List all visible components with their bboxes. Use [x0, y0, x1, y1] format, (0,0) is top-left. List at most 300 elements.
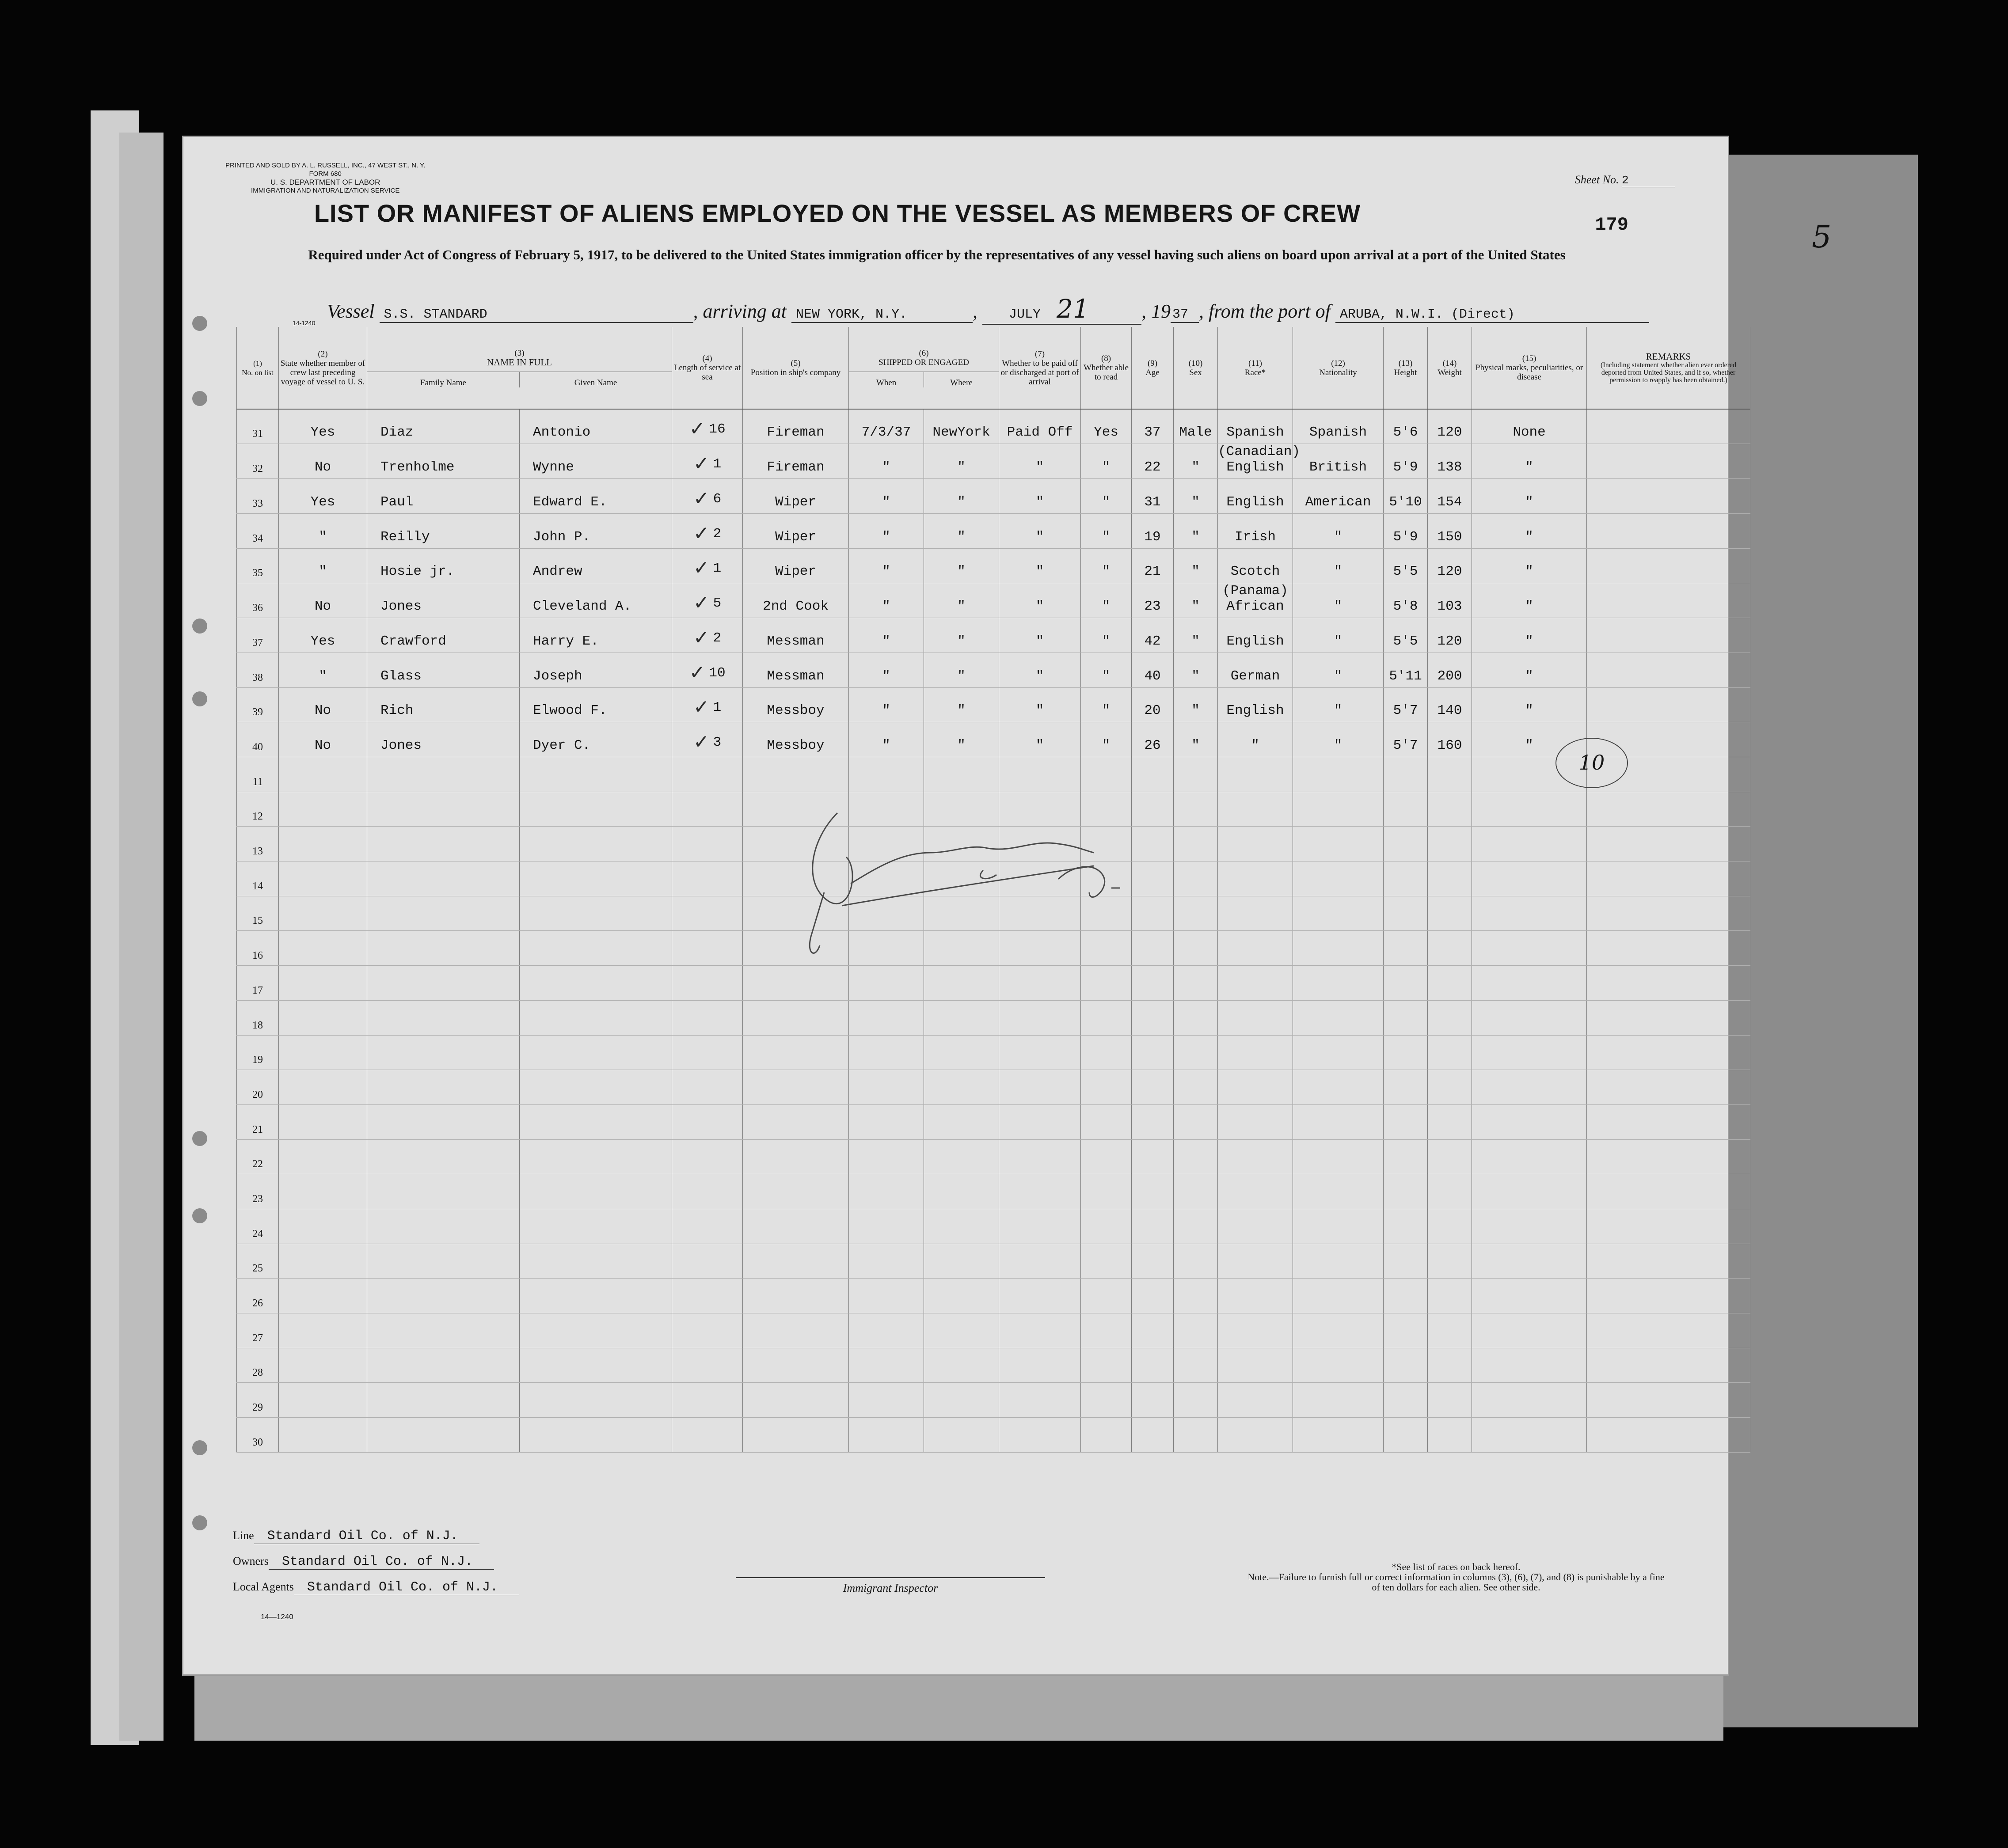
cell-empty: [1293, 1174, 1384, 1209]
cell-empty: [279, 1244, 367, 1279]
cell-empty: [924, 1035, 999, 1070]
cell-given-name: Edward E.: [520, 479, 672, 514]
inspector-signature: [784, 804, 1147, 972]
cell-physical-marks: ": [1472, 479, 1587, 514]
cell-empty: [367, 1418, 520, 1453]
page-stamp-number: 179: [1595, 214, 1628, 235]
cell-height: 5'8: [1384, 583, 1428, 618]
cell-length-of-service: ✓ 10: [672, 653, 743, 687]
cell-empty: [999, 1313, 1081, 1348]
cell-remarks: [1587, 653, 1750, 687]
cell-empty: [924, 1383, 999, 1418]
cell-empty: [924, 1279, 999, 1313]
cell-empty: [1174, 1418, 1218, 1453]
cell-remarks: [1587, 409, 1750, 444]
cell-row-number: 30: [237, 1418, 279, 1453]
cell-empty: [520, 966, 672, 1001]
cell-empty: [1174, 757, 1218, 792]
footer-local-agents: Local Agents Standard Oil Co. of N.J.: [233, 1580, 519, 1595]
cell-empty: [924, 1104, 999, 1139]
cell-empty: [279, 1418, 367, 1453]
cell-empty: [520, 1000, 672, 1035]
cell-empty: [1472, 931, 1587, 966]
col-paid-off: (7) Whether to be paid off or discharged at port of arrival: [999, 327, 1081, 409]
cell-empty: [743, 1418, 849, 1453]
cell-empty: [1384, 861, 1428, 896]
cell-shipped-when: ": [849, 548, 924, 583]
cell-empty: [1384, 827, 1428, 861]
cell-empty: [520, 1070, 672, 1105]
cell-empty: [849, 1313, 924, 1348]
cell-age: 26: [1132, 722, 1174, 757]
punch-hole: [192, 1515, 207, 1530]
line-value: Standard Oil Co. of N.J.: [254, 1529, 479, 1544]
cell-empty: [743, 1035, 849, 1070]
cell-empty: [1293, 1279, 1384, 1313]
cell-empty: [849, 1104, 924, 1139]
cell-empty: [1081, 1035, 1132, 1070]
cell-empty: [1384, 1139, 1428, 1174]
cell-shipped-when: ": [849, 653, 924, 687]
cell-empty: [520, 1104, 672, 1139]
cell-empty: [1384, 1035, 1428, 1070]
cell-paid-off: ": [999, 548, 1081, 583]
cell-paid-off: ": [999, 444, 1081, 479]
cell-empty: [1081, 1104, 1132, 1139]
cell-empty: [1218, 966, 1293, 1001]
table-row-empty: [237, 1313, 1750, 1348]
cell-length-of-service: ✓ 16: [672, 409, 743, 444]
cell-empty: [849, 1244, 924, 1279]
cell-row-number: 22: [237, 1139, 279, 1174]
check-mark-icon: ✓: [689, 661, 706, 684]
cell-empty: [367, 1244, 520, 1279]
cell-nationality: American: [1293, 479, 1384, 514]
check-mark-icon: ✓: [693, 626, 710, 649]
cell-empty: [1472, 1348, 1587, 1383]
cell-empty: [1132, 1104, 1174, 1139]
cell-empty: [924, 757, 999, 792]
cell-empty: [520, 1348, 672, 1383]
cell-empty: [1174, 1348, 1218, 1383]
cell-empty: [367, 1174, 520, 1209]
cell-empty: [1174, 966, 1218, 1001]
check-mark-icon: ✓: [693, 452, 710, 475]
cell-empty: [367, 1104, 520, 1139]
cell-empty: [1081, 1000, 1132, 1035]
cell-empty: [520, 1174, 672, 1209]
cell-remarks: [1587, 548, 1750, 583]
cell-nationality: ": [1293, 583, 1384, 618]
cell-family-name: Paul: [367, 479, 520, 514]
cell-shipped-where: ": [924, 548, 999, 583]
cell-empty: [279, 1279, 367, 1313]
cell-empty: [999, 1035, 1081, 1070]
cell-empty: [743, 1383, 849, 1418]
cell-empty: [1587, 1000, 1750, 1035]
cell-given-name: Cleveland A.: [520, 583, 672, 618]
cell-empty: [743, 1348, 849, 1383]
cell-row-number: 28: [237, 1348, 279, 1383]
cell-empty: [1384, 1209, 1428, 1244]
cell-empty: [1428, 1383, 1472, 1418]
cell-position: Messman: [743, 653, 849, 687]
table-row-empty: [237, 1139, 1750, 1174]
col-physical-marks: (15) Physical marks, peculiarities, or disease: [1472, 327, 1587, 409]
cell-row-number: 33: [237, 479, 279, 514]
cell-empty: [672, 1104, 743, 1139]
cell-row-number: 17: [237, 966, 279, 1001]
cell-empty: [279, 966, 367, 1001]
cell-empty: [999, 1104, 1081, 1139]
cell-empty: [520, 1383, 672, 1418]
cell-age: 19: [1132, 513, 1174, 548]
footer-line: Line Standard Oil Co. of N.J.: [233, 1529, 479, 1544]
cell-empty: [849, 1418, 924, 1453]
cell-shipped-where: ": [924, 653, 999, 687]
cell-empty: [999, 1139, 1081, 1174]
cell-empty: [743, 1104, 849, 1139]
cell-empty: [1293, 896, 1384, 931]
cell-empty: [849, 1139, 924, 1174]
cell-empty: [1218, 1000, 1293, 1035]
cell-weight: 140: [1428, 687, 1472, 722]
cell-length-of-service: ✓ 1: [672, 548, 743, 583]
cell-empty: [1218, 1279, 1293, 1313]
cell-empty: [1081, 1279, 1132, 1313]
cell-empty: [1428, 1209, 1472, 1244]
cell-physical-marks: ": [1472, 653, 1587, 687]
col-name-in-full: (3) NAME IN FULL Family Name Given Name: [367, 327, 672, 409]
cell-empty: [1587, 827, 1750, 861]
table-row-empty: [237, 1209, 1750, 1244]
cell-empty: [1174, 1209, 1218, 1244]
cell-empty: [1132, 1279, 1174, 1313]
cell-position: Fireman: [743, 444, 849, 479]
document-subtitle: Required under Act of Congress of February 5, 1917, to be delivered to the United States immigration officer by the representatives of any vessel having such aliens on board upon arrival at a port of the United States: [308, 247, 1566, 262]
cell-empty: [1293, 792, 1384, 827]
manifest-sheet: [183, 137, 1737, 1674]
cell-empty: [1174, 1174, 1218, 1209]
cell-empty: [520, 1035, 672, 1070]
cell-weight: 200: [1428, 653, 1472, 687]
underlying-page-edge: [119, 133, 164, 1741]
cell-empty: [1472, 1035, 1587, 1070]
cell-empty: [999, 757, 1081, 792]
cell-position: Messman: [743, 618, 849, 653]
cell-empty: [999, 1209, 1081, 1244]
cell-given-name: Elwood F.: [520, 687, 672, 722]
cell-empty: [1174, 1000, 1218, 1035]
cell-empty: [367, 896, 520, 931]
cell-row-number: 15: [237, 896, 279, 931]
cell-empty: [1428, 1244, 1472, 1279]
cell-physical-marks: ": [1472, 513, 1587, 548]
cell-shipped-when: ": [849, 479, 924, 514]
cell-empty: [1587, 931, 1750, 966]
cell-empty: [1132, 1139, 1174, 1174]
cell-empty: [1472, 1104, 1587, 1139]
cell-empty: [1384, 792, 1428, 827]
check-mark-icon: ✓: [693, 592, 710, 615]
cell-family-name: Glass: [367, 653, 520, 687]
cell-empty: [1384, 1313, 1428, 1348]
cell-family-name: Crawford: [367, 618, 520, 653]
cell-row-number: 14: [237, 861, 279, 896]
cell-physical-marks: ": [1472, 444, 1587, 479]
cell-race: English: [1218, 479, 1293, 514]
table-row-empty: [237, 1279, 1750, 1313]
col-position: (5) Position in ship's company: [743, 327, 849, 409]
cell-shipped-where: ": [924, 583, 999, 618]
col-where: Where: [924, 372, 999, 387]
cell-empty: [279, 896, 367, 931]
cell-previous-voyage: Yes: [279, 409, 367, 444]
cell-empty: [924, 1139, 999, 1174]
cell-empty: [279, 1174, 367, 1209]
cell-empty: [1384, 931, 1428, 966]
cell-empty: [1587, 1279, 1750, 1313]
cell-position: Wiper: [743, 548, 849, 583]
cell-height: 5'7: [1384, 687, 1428, 722]
cell-row-number: 26: [237, 1279, 279, 1313]
table-row-empty: [237, 1418, 1750, 1453]
col-when: When: [876, 378, 897, 387]
cell-empty: [1293, 1104, 1384, 1139]
cell-empty: [1174, 1035, 1218, 1070]
cell-sex: ": [1174, 548, 1218, 583]
cell-previous-voyage: No: [279, 687, 367, 722]
cell-paid-off: ": [999, 653, 1081, 687]
cell-empty: [1174, 1383, 1218, 1418]
punch-hole: [192, 1440, 207, 1455]
cell-empty: [1472, 896, 1587, 931]
cell-weight: 120: [1428, 618, 1472, 653]
cell-empty: [849, 1279, 924, 1313]
cell-empty: [1218, 1313, 1293, 1348]
cell-shipped-when: ": [849, 618, 924, 653]
cell-empty: [367, 1139, 520, 1174]
cell-empty: [520, 1279, 672, 1313]
cell-empty: [1384, 1000, 1428, 1035]
cell-able-to-read: ": [1081, 548, 1132, 583]
check-mark-icon: ✓: [693, 522, 710, 545]
cell-row-number: 11: [237, 757, 279, 792]
cell-row-number: 18: [237, 1000, 279, 1035]
cell-empty: [1587, 1209, 1750, 1244]
cell-row-number: 36: [237, 583, 279, 618]
col-race: (11) Race*: [1218, 327, 1293, 409]
cell-empty: [1293, 1348, 1384, 1383]
cell-empty: [849, 1035, 924, 1070]
cell-empty: [672, 861, 743, 896]
cell-empty: [1174, 1104, 1218, 1139]
cell-empty: [1218, 1104, 1293, 1139]
cell-empty: [672, 1383, 743, 1418]
cell-able-to-read: ": [1081, 513, 1132, 548]
cell-empty: [1472, 1070, 1587, 1105]
cell-empty: [1384, 1383, 1428, 1418]
cell-empty: [743, 757, 849, 792]
cell-empty: [1218, 1070, 1293, 1105]
cell-empty: [1472, 1383, 1587, 1418]
cell-row-number: 21: [237, 1104, 279, 1139]
cell-empty: [367, 1383, 520, 1418]
col-list-number: (1) No. on list: [237, 327, 279, 409]
cell-family-name: Jones: [367, 583, 520, 618]
cell-empty: [1081, 1209, 1132, 1244]
cell-empty: [672, 896, 743, 931]
cell-empty: [1218, 1174, 1293, 1209]
cell-remarks: [1587, 687, 1750, 722]
cell-previous-voyage: ": [279, 548, 367, 583]
cell-empty: [279, 1070, 367, 1105]
cell-empty: [279, 757, 367, 792]
cell-empty: [1428, 1279, 1472, 1313]
cell-weight: 150: [1428, 513, 1472, 548]
cell-empty: [1384, 1070, 1428, 1105]
cell-empty: [1472, 792, 1587, 827]
cell-empty: [367, 931, 520, 966]
cell-height: 5'9: [1384, 444, 1428, 479]
cell-empty: [1081, 1070, 1132, 1105]
cell-sex: ": [1174, 444, 1218, 479]
cell-empty: [1132, 1244, 1174, 1279]
cell-empty: [672, 1139, 743, 1174]
cell-empty: [1472, 861, 1587, 896]
cell-empty: [1293, 861, 1384, 896]
cell-empty: [1428, 1000, 1472, 1035]
vessel-line: Vessel S.S. STANDARD , arriving at NEW YORK, N.Y. , JULY 21 , 19 37 , from the port of ARUBA, N.W.I. (Direct): [327, 294, 1649, 325]
cell-empty: [1293, 1313, 1384, 1348]
cell-remarks: [1587, 444, 1750, 479]
cell-previous-voyage: No: [279, 583, 367, 618]
sheet-number-value: 2: [1622, 174, 1675, 187]
cell-empty: [924, 1244, 999, 1279]
cell-length-of-service: ✓ 2: [672, 513, 743, 548]
cell-empty: [672, 931, 743, 966]
document-title: LIST OR MANIFEST OF ALIENS EMPLOYED ON THE VESSEL AS MEMBERS OF CREW: [314, 199, 1361, 227]
circled-crew-count: 10: [1555, 738, 1628, 788]
cell-empty: [1472, 827, 1587, 861]
cell-empty: [1174, 827, 1218, 861]
cell-empty: [279, 1104, 367, 1139]
cell-empty: [1293, 1209, 1384, 1244]
cell-shipped-where: NewYork: [924, 409, 999, 444]
cell-empty: [1218, 792, 1293, 827]
cell-empty: [1293, 966, 1384, 1001]
agents-value: Standard Oil Co. of N.J.: [294, 1580, 519, 1595]
cell-shipped-where: ": [924, 513, 999, 548]
cell-empty: [1174, 1139, 1218, 1174]
cell-nationality: ": [1293, 548, 1384, 583]
cell-empty: [1293, 827, 1384, 861]
form-code: 14-1240: [293, 319, 316, 326]
cell-empty: [1472, 1244, 1587, 1279]
punch-hole: [192, 1208, 207, 1223]
cell-previous-voyage: No: [279, 722, 367, 757]
table-row-empty: [237, 1035, 1750, 1070]
cell-race: German: [1218, 653, 1293, 687]
cell-empty: [743, 1209, 849, 1244]
cell-given-name: Wynne: [520, 444, 672, 479]
cell-empty: [1587, 1035, 1750, 1070]
cell-empty: [1587, 792, 1750, 827]
vessel-name: S.S. STANDARD: [380, 307, 693, 323]
cell-empty: [1293, 1000, 1384, 1035]
cell-remarks: [1587, 583, 1750, 618]
table-row: [237, 479, 1750, 514]
cell-empty: [520, 1313, 672, 1348]
cell-empty: [1218, 757, 1293, 792]
cell-empty: [1587, 1070, 1750, 1105]
cell-position: Messboy: [743, 687, 849, 722]
cell-given-name: Joseph: [520, 653, 672, 687]
cell-sex: ": [1174, 722, 1218, 757]
cell-race: English: [1218, 687, 1293, 722]
cell-row-number: 34: [237, 513, 279, 548]
cell-row-number: 25: [237, 1244, 279, 1279]
cell-empty: [1428, 1104, 1472, 1139]
cell-sex: ": [1174, 513, 1218, 548]
cell-age: 40: [1132, 653, 1174, 687]
cell-empty: [999, 1070, 1081, 1105]
footer-owners: Owners Standard Oil Co. of N.J.: [233, 1554, 494, 1570]
cell-remarks: [1587, 479, 1750, 514]
cell-shipped-when: ": [849, 583, 924, 618]
cell-race: ": [1218, 722, 1293, 757]
cell-empty: [1132, 1174, 1174, 1209]
cell-height: 5'5: [1384, 618, 1428, 653]
cell-empty: [367, 827, 520, 861]
arrival-date: JULY 21: [982, 294, 1141, 325]
check-mark-icon: ✓: [693, 731, 710, 753]
col-length-of-service: (4) Length of service at sea: [672, 327, 743, 409]
footer-note: *See list of races on back hereof. Note.—Failure to furnish full or correct information in columns (3), (6), (7), and (8) is punishable by a fine of ten dollars for each alien. See other side.: [1247, 1561, 1665, 1593]
punch-hole: [192, 316, 207, 331]
cell-remarks: [1587, 513, 1750, 548]
cell-empty: [1293, 931, 1384, 966]
cell-shipped-where: ": [924, 687, 999, 722]
cell-empty: [1428, 827, 1472, 861]
cell-race: Scotch: [1218, 548, 1293, 583]
cell-row-number: 24: [237, 1209, 279, 1244]
cell-empty: [999, 1348, 1081, 1383]
cell-empty: [367, 1279, 520, 1313]
cell-empty: [1428, 1139, 1472, 1174]
col-remarks: REMARKS (Including statement whether alien ever ordered deported from United States, and if so, whether permission to reapply has been obtained.): [1587, 327, 1750, 409]
cell-length-of-service: ✓ 3: [672, 722, 743, 757]
cell-empty: [1587, 896, 1750, 931]
cell-weight: 120: [1428, 409, 1472, 444]
cell-empty: [1132, 1000, 1174, 1035]
cell-empty: [924, 1000, 999, 1035]
cell-sex: ": [1174, 479, 1218, 514]
cell-empty: [1428, 1070, 1472, 1105]
cell-empty: [1384, 1244, 1428, 1279]
departure-port: ARUBA, N.W.I. (Direct): [1335, 307, 1649, 323]
cell-empty: [1293, 1244, 1384, 1279]
cell-empty: [520, 757, 672, 792]
cell-family-name: Reilly: [367, 513, 520, 548]
cell-nationality: ": [1293, 722, 1384, 757]
cell-empty: [1587, 1174, 1750, 1209]
cell-empty: [1428, 931, 1472, 966]
cell-weight: 103: [1428, 583, 1472, 618]
cell-previous-voyage: Yes: [279, 618, 367, 653]
cell-empty: [672, 1348, 743, 1383]
cell-shipped-where: ": [924, 618, 999, 653]
